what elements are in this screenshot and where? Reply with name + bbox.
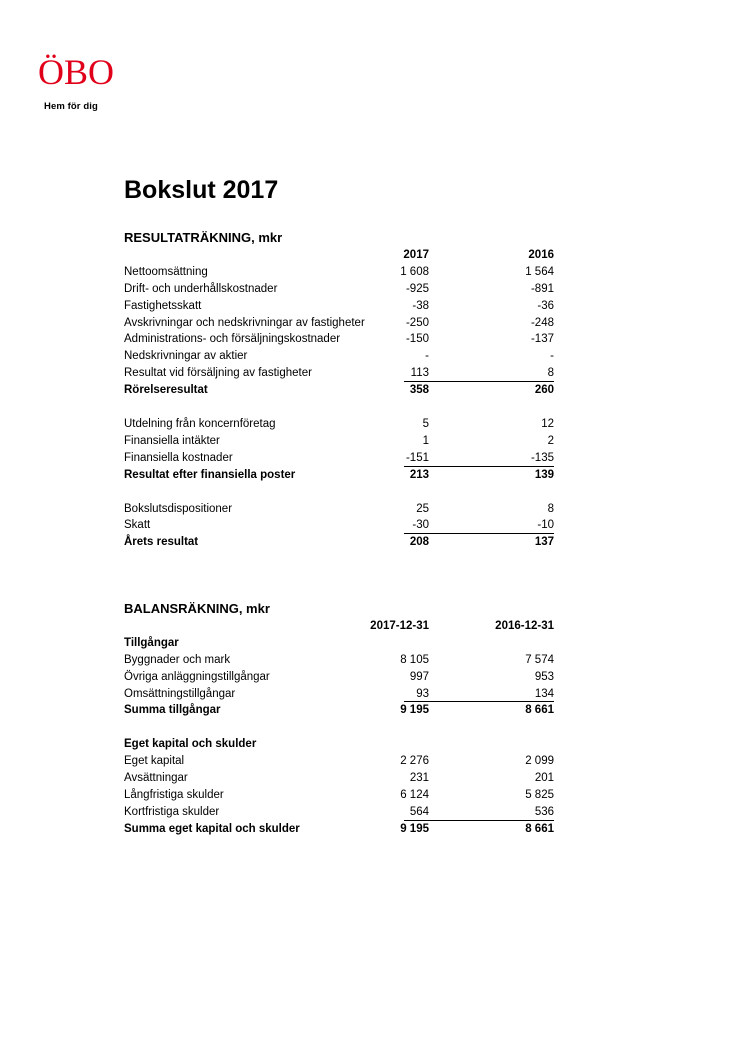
income-col-2016: 2016 bbox=[528, 249, 554, 261]
table-row: Eget kapital 2 276 2 099 bbox=[124, 755, 554, 768]
group-heading: Eget kapital och skulder bbox=[124, 738, 257, 751]
balance-col-2017: 2017-12-31 bbox=[370, 620, 429, 632]
table-row: Kortfristiga skulder 564 536 bbox=[124, 804, 554, 821]
table-row: Resultat vid försäljning av fastigheter 113 8 bbox=[124, 365, 554, 382]
obo-logo bbox=[38, 48, 118, 94]
income-column-headers bbox=[124, 247, 554, 264]
table-row: Omsättningstillgångar 93 134 bbox=[124, 686, 554, 703]
balance-heading: BALANSRÄKNING, mkr bbox=[124, 601, 270, 616]
table-row: Nettoomsättning 1 608 1 564 bbox=[124, 265, 554, 278]
table-row: Byggnader och mark 8 105 7 574 bbox=[124, 653, 554, 666]
income-heading: RESULTATRÄKNING, mkr bbox=[124, 230, 283, 245]
page-title: Bokslut 2017 bbox=[124, 176, 279, 204]
subtotal-row: Rörelseresultat 358 260 bbox=[124, 384, 554, 397]
obo-logo-mark bbox=[38, 48, 118, 94]
total-row: Årets resultat 208 137 bbox=[124, 536, 554, 549]
total-row: Summa eget kapital och skulder 9 195 8 661 bbox=[124, 822, 554, 835]
table-row: Administrations- och försäljningskostnader -150 -137 bbox=[124, 333, 554, 346]
table-row: Övriga anläggningstillgångar 997 953 bbox=[124, 670, 554, 683]
subtotal-row: Resultat efter finansiella poster 213 139 bbox=[124, 468, 554, 481]
table-row: Långfristiga skulder 6 124 5 825 bbox=[124, 789, 554, 802]
logo-tagline: Hem för dig bbox=[44, 101, 98, 112]
total-row: Summa tillgångar 9 195 8 661 bbox=[124, 704, 554, 717]
table-row: Nedskrivningar av aktier - - bbox=[124, 350, 554, 363]
logo-text: ÖBO bbox=[38, 52, 115, 92]
table-row: Avsättningar 231 201 bbox=[124, 772, 554, 785]
group-heading: Tillgångar bbox=[124, 636, 179, 649]
table-row: Utdelning från koncernföretag 5 12 bbox=[124, 418, 554, 431]
table-row: Bokslutsdispositioner 25 8 bbox=[124, 502, 554, 515]
table-row: Finansiella intäkter 1 2 bbox=[124, 434, 554, 447]
table-row: Skatt -30 -10 bbox=[124, 517, 554, 534]
income-statement bbox=[124, 229, 554, 551]
balance-column-headers bbox=[124, 618, 554, 635]
balance-sheet bbox=[124, 600, 554, 838]
table-row: Drift- och underhållskostnader -925 -891 bbox=[124, 282, 554, 295]
table-row: Fastighetsskatt -38 -36 bbox=[124, 299, 554, 312]
income-col-2017: 2017 bbox=[403, 249, 429, 261]
table-row: Avskrivningar och nedskrivningar av fastigheter -250 -248 bbox=[124, 316, 554, 329]
balance-col-2016: 2016-12-31 bbox=[495, 620, 554, 632]
table-row: Finansiella kostnader -151 -135 bbox=[124, 450, 554, 467]
